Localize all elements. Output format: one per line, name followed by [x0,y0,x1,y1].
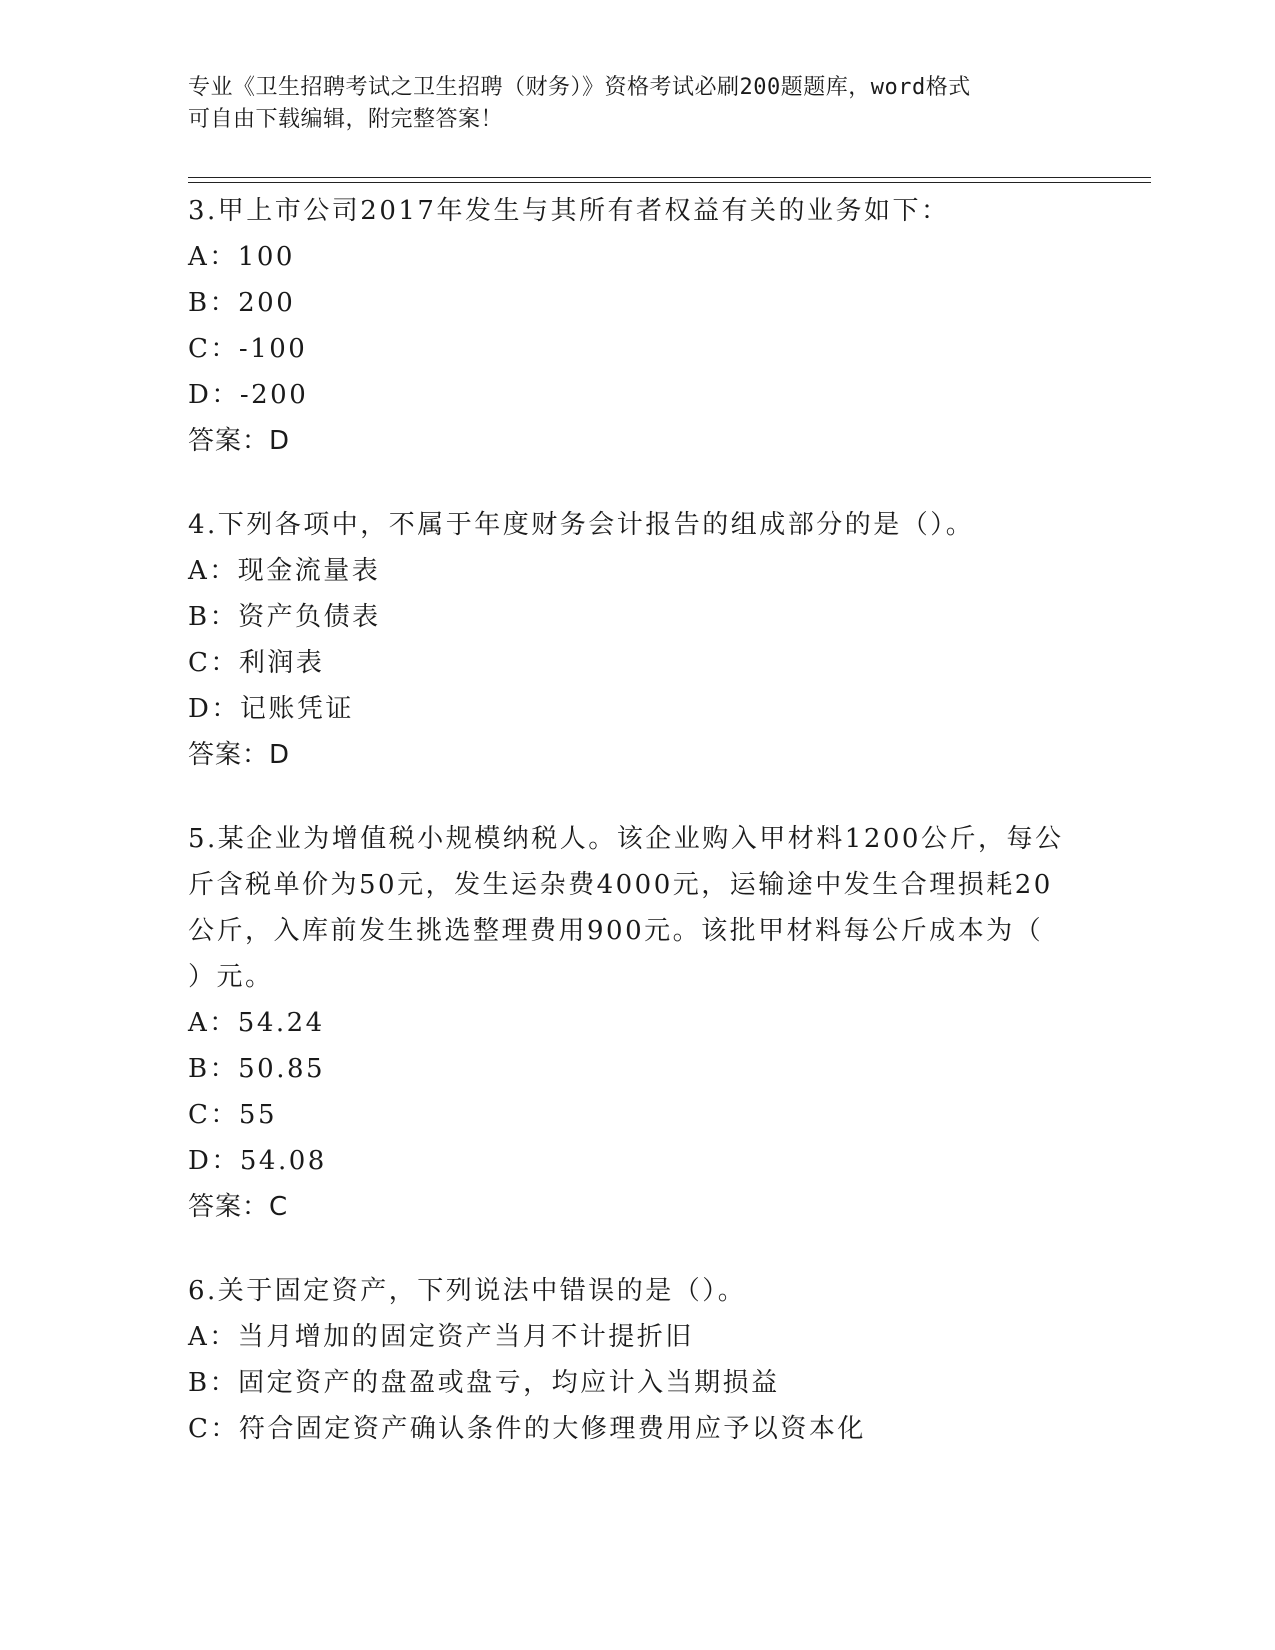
question-stem-line-4: ）元。 [188,962,274,992]
option-a [188,1000,1088,1046]
option-b [188,280,1088,326]
option-a [188,1314,1088,1360]
question-stem: 4.下列各项中，不属于年度财务会计报告的组成部分的是（）。 [188,510,975,540]
option-text: 利润表 [238,648,325,678]
option-letter: B： [188,1054,239,1084]
answer-line: 答案：D [188,426,291,456]
option-d [188,372,1088,418]
option-letter: B： [188,1368,239,1398]
option-letter: B： [188,602,239,632]
option-letter: D： [188,694,240,724]
option-letter: A： [188,1322,238,1352]
question-stem-line-3: 公斤，入库前发生挑选整理费用900元。该批甲材料每公斤成本为（ [188,916,1044,946]
option-letter: B： [188,288,239,318]
option-text: 100 [237,242,295,272]
option-text: 54.08 [239,1146,327,1176]
question-stem-line-1: 5.某企业为增值税小规模纳税人。该企业购入甲材料1200公斤，每公 [188,824,1064,854]
question-3 [188,188,1088,464]
option-a [188,234,1088,280]
option-text: 当月增加的固定资产当月不计提折旧 [237,1322,694,1352]
option-letter: D： [188,1146,240,1176]
option-letter: C： [188,1100,239,1130]
option-letter: C： [188,648,239,678]
document-header [188,72,1068,136]
header-line-2: 可自由下载编辑，附完整答案！ [188,107,504,132]
header-divider-top [188,177,1151,178]
question-6 [188,1268,1088,1452]
question-stem-line-2: 斤含税单价为50元，发生运杂费4000元，运输途中发生合理损耗20 [188,870,1053,900]
option-text: 符合固定资产确认条件的大修理费用应予以资本化 [238,1414,866,1444]
option-text: 54.24 [237,1008,325,1038]
option-c [188,1092,1088,1138]
option-text: 固定资产的盘盈或盘亏，均应计入当期损益 [238,1368,780,1398]
option-a [188,548,1088,594]
option-text: 记账凭证 [239,694,354,724]
question-stem: 6.关于固定资产，下列说法中错误的是（）。 [188,1276,747,1306]
option-c [188,1406,1088,1452]
option-b [188,594,1088,640]
answer-line: 答案：C [188,1192,289,1222]
option-text: 现金流量表 [237,556,381,586]
question-5 [188,816,1088,1230]
option-d [188,686,1088,732]
option-letter: A： [188,242,238,272]
question-4 [188,502,1088,778]
option-d [188,1138,1088,1184]
option-text: 资产负债表 [238,602,381,632]
option-b [188,1360,1088,1406]
option-text: 50.85 [238,1054,326,1084]
option-c [188,326,1088,372]
option-text: 55 [238,1100,277,1130]
option-c [188,640,1088,686]
header-divider-bottom [188,182,1151,183]
header-line-1: 专业《卫生招聘考试之卫生招聘（财务）》资格考试必刷200题题库，word格式 [188,75,971,100]
option-letter: C： [188,1414,239,1444]
answer-line: 答案：D [188,740,291,770]
question-list [188,188,1088,1490]
option-b [188,1046,1088,1092]
option-text: 200 [238,288,296,318]
option-letter: C： [188,334,239,364]
option-letter: D： [188,380,240,410]
option-letter: A： [188,1008,238,1038]
question-stem: 3.甲上市公司2017年发生与其所有者权益有关的业务如下： [188,196,950,226]
option-text: -100 [238,334,308,364]
option-text: -200 [239,380,309,410]
option-letter: A： [188,556,238,586]
